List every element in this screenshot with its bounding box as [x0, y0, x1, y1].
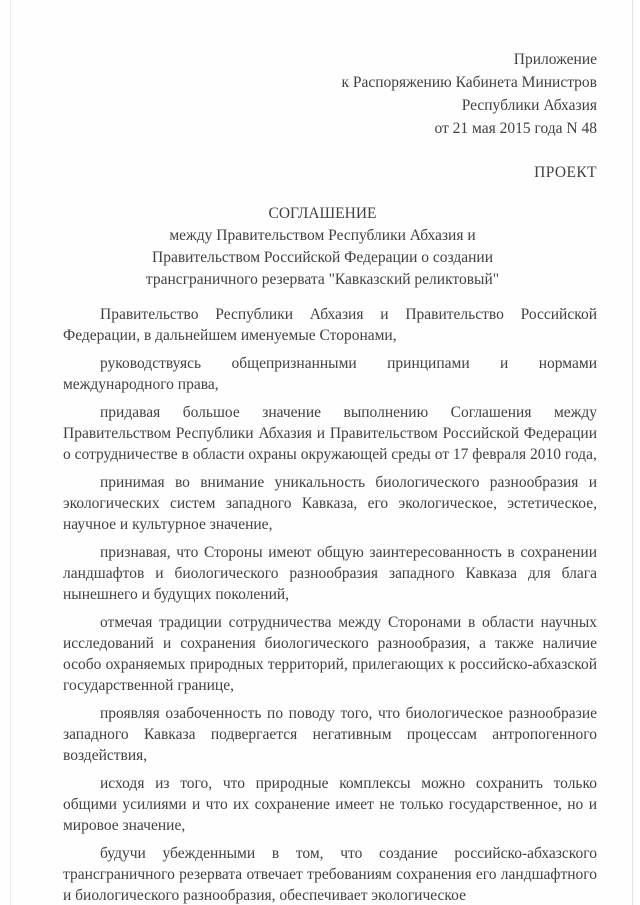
title-line: трансграничного резервата "Кавказский реликтовый"	[145, 271, 500, 288]
header-line: Приложение	[513, 51, 597, 68]
paragraph: признавая, что Стороны имеют общую заинтересованность в сохранении ландшафтов и биологического разнообразия западного Кавказа для блага нынешнего и будущих поколений,	[63, 544, 597, 603]
page-edge-right	[632, 0, 633, 905]
paragraph: будучи убежденными в том, что создание российско-абхазского трансграничного резервата отвечает требованиям сохранения его ландшафтного и биологического разнообразия, обеспечивает экологическое	[63, 845, 597, 904]
paragraph: отмечая традиции сотрудничества между Сторонами в области научных исследований и сохранения биологического разнообразия, а также наличие особо охраняемых природных территорий, прилегающих к российско-абхазской государственной границе,	[63, 614, 597, 694]
paragraph: принимая во внимание уникальность биологического разнообразия и экологических систем западного Кавказа, его экологическое, эстетическое, научное и культурное значение,	[63, 474, 597, 533]
paragraph: Правительство Республики Абхазия и Правительство Российской Федерации, в дальнейшем именуемые Сторонами,	[63, 306, 597, 344]
document-body	[63, 304, 597, 905]
document-header	[0, 48, 597, 140]
title-line: между Правительством Республики Абхазия и	[169, 227, 476, 244]
document-title	[60, 203, 585, 291]
paragraph: руководствуясь общепризнанными принципами и нормами международного права,	[63, 355, 597, 393]
header-line: к Распоряжению Кабинета Министров	[341, 74, 597, 91]
paragraph: проявляя озабоченность по поводу того, что биологическое разнообразие западного Кавказа подвергается негативным процессам антропогенного воздействия,	[63, 705, 597, 764]
paragraph: придавая большое значение выполнению Соглашения между Правительством Республики Абхазия и Правительством Российской Федерации о сотрудничестве в области охраны окружающей среды от 17 февраля 2010 года,	[63, 404, 597, 463]
paragraph: исходя из того, что природные комплексы можно сохранить только общими усилиями и что их сохранение имеет не только государственное, но и мировое значение,	[63, 775, 597, 834]
header-line: от 21 мая 2015 года N 48	[434, 120, 597, 137]
title-line: Правительством Российской Федерации о создании	[152, 249, 493, 266]
page-edge-left	[10, 0, 11, 905]
draft-label: ПРОЕКТ	[534, 164, 597, 181]
header-line: Республики Абхазия	[461, 97, 597, 114]
title-line: СОГЛАШЕНИЕ	[268, 205, 377, 222]
